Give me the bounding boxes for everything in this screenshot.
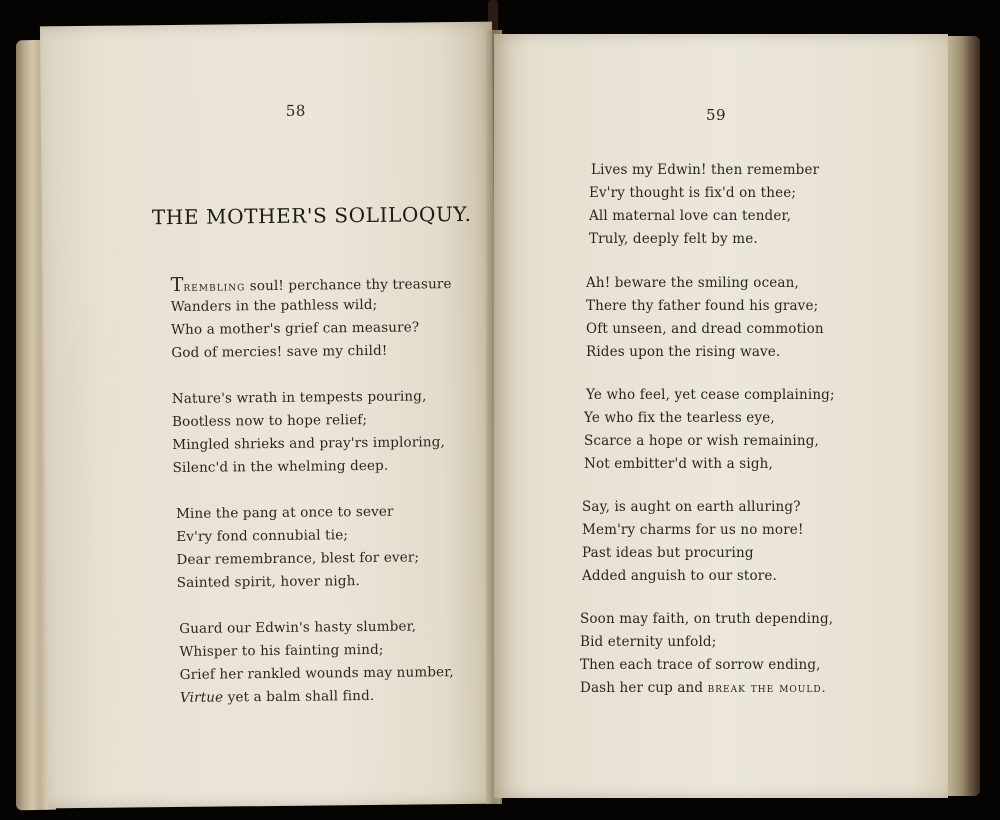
poem-line: Ah! beware the smiling ocean, [586, 275, 799, 291]
poem-line: Mem'ry charms for us no more! [582, 522, 804, 538]
poem-line: Say, is aught on earth alluring? [582, 499, 801, 515]
poem-line: Rides upon the rising wave. [586, 344, 781, 360]
page-number: 59 [706, 106, 727, 124]
poem-line: God of mercies! save my child! [171, 342, 388, 362]
poem-line [580, 680, 827, 696]
poem-line [171, 271, 452, 296]
right-page [494, 34, 948, 798]
line-rest: yet a balm shall find. [223, 687, 375, 706]
italic-word: Virtue [179, 689, 224, 706]
poem-line: Mingled shrieks and pray'rs imploring, [172, 434, 446, 454]
poem-line: Oft unseen, and dread commotion [586, 321, 824, 337]
poem-line: Truly, deeply felt by me. [589, 231, 758, 247]
poem-line: Added anguish to our store. [582, 568, 777, 584]
poem-line: Ev'ry fond connubial tie; [176, 527, 349, 545]
poem-line: Whisper to his fainting mind; [179, 641, 384, 660]
poem-line: Mine the pang at once to sever [175, 503, 394, 522]
poem-line: Grief her rankled wounds may number, [179, 664, 454, 683]
poem-line: Bid eternity unfold; [580, 634, 717, 650]
line-rest: Dash her cup and [580, 680, 708, 696]
line-rest: soul! perchance thy treasure [245, 276, 452, 295]
poem-line [180, 688, 375, 706]
page-number: 58 [285, 101, 307, 120]
poem-line: Ev'ry thought is fix'd on thee; [589, 185, 797, 201]
poem-line: There thy father found his grave; [586, 298, 819, 314]
poem-line: Ye who feel, yet cease complaining; [586, 387, 835, 403]
poem-line: Silenc'd in the whelming deep. [172, 457, 389, 477]
poem-line: Sainted spirit, hover nigh. [176, 573, 361, 591]
poem-line: Scarce a hope or wish remaining, [584, 433, 819, 449]
poem-line: Lives my Edwin! then remember [591, 162, 820, 178]
poem-line: Who a mother's grief can measure? [171, 319, 420, 339]
small-caps-word: rembling [183, 278, 246, 294]
poem-title: THE MOTHER'S SOLILOQUY. [151, 201, 472, 230]
poem-line: Guard our Edwin's hasty slumber, [179, 618, 417, 637]
poem-line: All maternal love can tender, [589, 208, 792, 224]
poem-line: Wanders in the pathless wild; [170, 296, 378, 316]
poem-line: Nature's wrath in tempests pouring, [171, 388, 427, 408]
poem-line: Past ideas but procuring [582, 545, 754, 561]
poem-line: Then each trace of sorrow ending, [580, 657, 821, 673]
small-caps-phrase: break the mould. [707, 680, 827, 695]
poem-line: Not embitter'd with a sigh, [584, 456, 773, 472]
poem-line: Soon may faith, on truth depending, [580, 611, 834, 627]
left-page [40, 22, 500, 809]
poem-line: Bootless now to hope relief; [171, 411, 368, 431]
drop-cap: T [170, 273, 184, 297]
poem-line: Dear remembrance, blest for ever; [176, 549, 420, 568]
poem-line: Ye who fix the tearless eye, [584, 410, 775, 426]
